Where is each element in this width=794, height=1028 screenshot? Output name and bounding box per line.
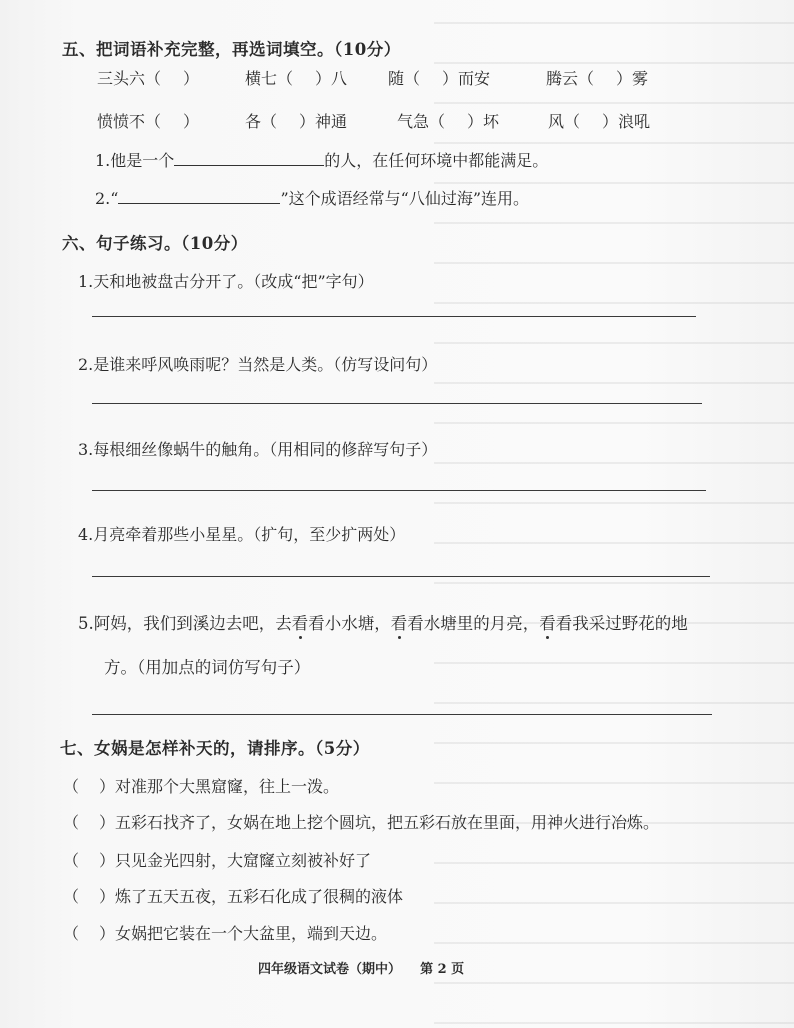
idiom-7: 气急（ ）坏 — [397, 112, 500, 131]
answer-line-3[interactable] — [92, 490, 706, 491]
order-item-1: （ ）对准那个大黑窟窿，往上一泼。 — [63, 777, 340, 796]
answer-line-5[interactable] — [92, 714, 712, 715]
fill-blank-2[interactable] — [118, 189, 280, 204]
footer-page: 第 2 页 — [420, 962, 465, 977]
fill-blank-1[interactable] — [174, 151, 324, 166]
sentence-q5-line2: 方。（用加点的词仿写句子） — [104, 658, 311, 677]
idiom-2: 横七（ ）八 — [245, 69, 348, 88]
answer-line-2[interactable] — [92, 403, 702, 404]
idiom-4: 腾云（ ）雾 — [546, 69, 649, 88]
section6-heading: 六、句子练习。（10分） — [62, 234, 248, 253]
section7-heading: 七、女娲是怎样补天的，请排序。（5分） — [60, 739, 370, 758]
fill-question-1: 1.他是一个 的人，在任何环境中都能满足。 — [95, 151, 549, 170]
answer-line-4[interactable] — [92, 576, 710, 577]
order-item-5: （ ）女娲把它装在一个大盆里，端到天边。 — [63, 924, 388, 943]
fill-question-2: 2.“ ”这个成语经常与“八仙过海”连用。 — [95, 189, 529, 208]
footer — [258, 958, 464, 977]
idiom-5: 愤愤不（ ） — [97, 112, 200, 131]
dotted-char: 看 — [390, 614, 408, 633]
order-item-3: （ ）只见金光四射，大窟窿立刻被补好了 — [63, 851, 372, 870]
dotted-char: 看 — [539, 614, 556, 633]
order-item-4: （ ）炼了五天五夜，五彩石化成了很稠的液体 — [63, 887, 404, 906]
section5-heading: 五、把词语补充完整，再选词填空。（10分） — [62, 40, 401, 59]
sentence-q2: 2.是谁来呼风唤雨呢？当然是人类。（仿写设问句） — [78, 355, 438, 374]
idiom-3: 随（ ）而安 — [388, 69, 491, 88]
answer-line-1[interactable] — [92, 316, 696, 317]
sentence-q1: 1.天和地被盘古分开了。（改成“把”字句） — [78, 272, 374, 291]
order-item-2: （ ）五彩石找齐了，女娲在地上挖个圆坑，把五彩石放在里面，用神火进行冶炼。 — [63, 813, 660, 832]
idiom-8: 风（ ）浪吼 — [548, 112, 651, 131]
dotted-char: 看 — [291, 614, 309, 633]
sentence-q4: 4.月亮牵着那些小星星。（扩句，至少扩两处） — [78, 525, 406, 544]
idiom-6: 各（ ）神通 — [245, 112, 348, 131]
idiom-1: 三头六（ ） — [97, 69, 200, 88]
sentence-q5: 5.阿妈，我们到溪边去吧，去看看小水塘，看看水塘里的月亮，看看我采过野花的地 — [78, 614, 688, 633]
footer-title: 四年级语文试卷（期中） — [258, 962, 402, 977]
sentence-q3: 3.每根细丝像蜗牛的触角。（用相同的修辞写句子） — [78, 440, 438, 459]
